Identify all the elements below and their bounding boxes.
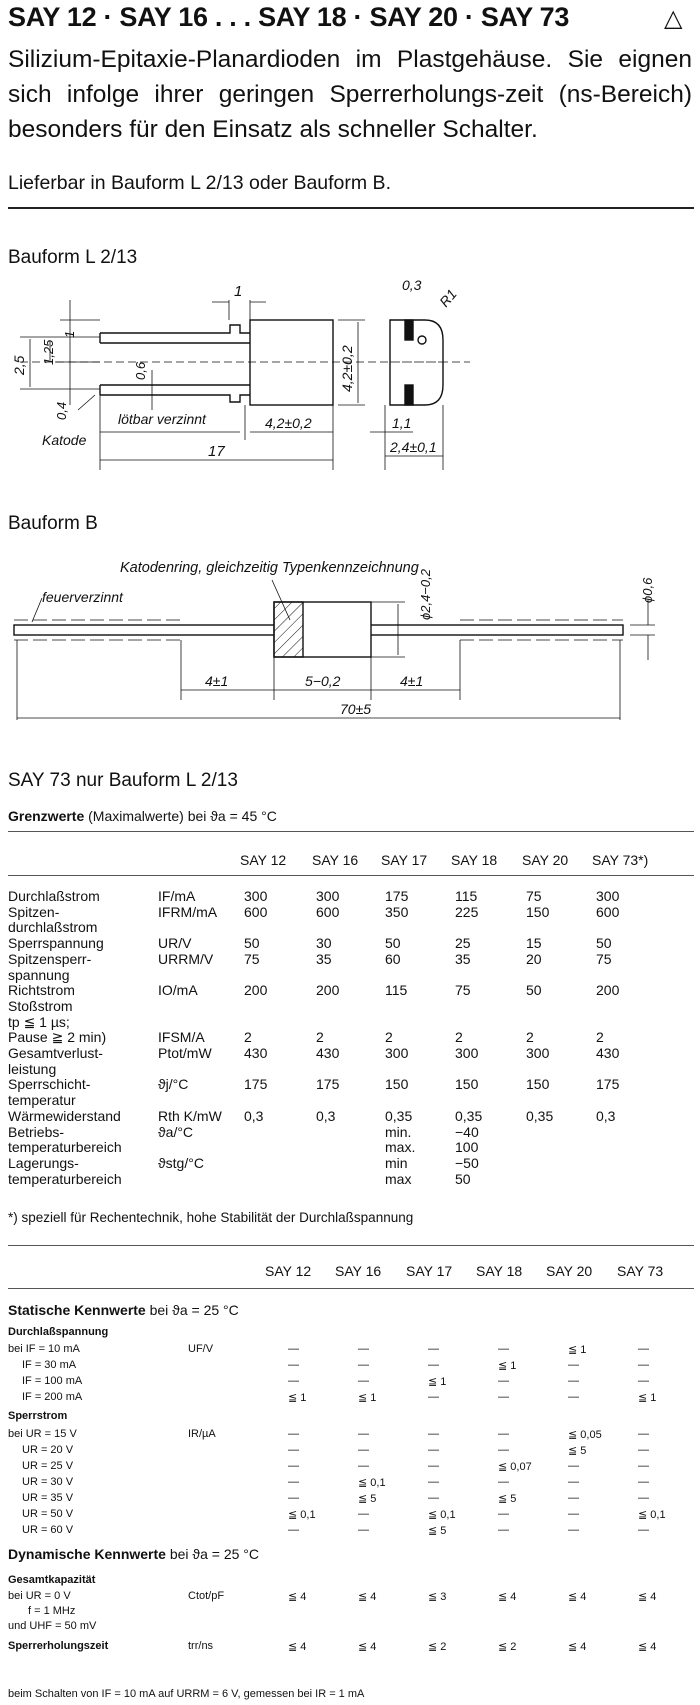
row-symbol: URRM/V — [158, 950, 214, 967]
row-label: UR = 30 V — [22, 1476, 74, 1488]
row-label: Spitzensperr- — [8, 950, 92, 967]
column-header: SAY 18 — [476, 1263, 523, 1279]
bauform-l-drawing — [0, 270, 480, 480]
row-label: Sperrerholungszeit — [8, 1640, 109, 1652]
dim-r1: R1 — [436, 285, 460, 310]
dim-2-4: 2,4±0,1 — [390, 439, 437, 455]
cell-value: 300 — [526, 1045, 550, 1061]
cell-value: ≦ 4 — [358, 1591, 377, 1603]
table-row — [8, 1375, 698, 1391]
column-header: SAY 12 — [240, 852, 287, 868]
table-row — [8, 982, 698, 998]
static-heading-bold: Statische Kennwerte — [8, 1302, 146, 1318]
cell-value: 2 — [526, 1029, 534, 1046]
table-row — [8, 1061, 698, 1077]
row-label: bei UR = 0 V — [8, 1590, 71, 1602]
dim-lead-left: 4±1 — [205, 673, 229, 689]
cell-value: 300 — [385, 1045, 409, 1061]
row-label: Durchlaßspannung — [8, 1326, 109, 1338]
cell-value: ≦ 2 — [428, 1641, 447, 1653]
dynamic-heading — [8, 1546, 259, 1562]
row-label: IF = 200 mA — [22, 1391, 83, 1403]
cell-value: — — [638, 1359, 649, 1371]
cell-value: 300 — [316, 888, 340, 904]
cell-value: 430 — [244, 1045, 268, 1061]
cell-value: — — [638, 1428, 649, 1440]
table-row — [8, 1620, 698, 1636]
row-symbol: Ptot/mW — [158, 1045, 212, 1061]
cell-value: 150 — [526, 1076, 550, 1093]
cell-value: ≦ 5 — [498, 1493, 517, 1505]
cell-value: ≦ 0,1 — [358, 1477, 386, 1489]
cell-value: 2 — [455, 1029, 463, 1046]
cell-value: — — [288, 1428, 299, 1440]
row-label: bei IF = 10 mA — [8, 1343, 80, 1355]
limits-heading-bold: Grenzwerte — [8, 808, 85, 824]
table-row — [8, 1108, 698, 1124]
cell-value: 430 — [316, 1045, 340, 1061]
dim-0-4: 0,4 — [54, 401, 69, 420]
table-row — [8, 1076, 698, 1092]
column-header: SAY 73*) — [592, 852, 649, 868]
row-symbol: Rth K/mW — [158, 1107, 222, 1124]
cell-value: ≦ 4 — [638, 1641, 657, 1653]
cell-value: 115 — [455, 888, 478, 904]
cell-value: — — [638, 1492, 649, 1504]
row-symbol: ϑa/°C — [158, 1123, 194, 1140]
cell-value: — — [568, 1460, 579, 1472]
cell-value: 50 — [455, 1170, 471, 1187]
column-header: SAY 20 — [546, 1263, 593, 1279]
cell-value: ≦ 4 — [498, 1591, 517, 1603]
cell-value: — — [358, 1359, 369, 1371]
cell-value: 50 — [244, 935, 260, 952]
table-row — [8, 935, 698, 951]
cell-value: ≦ 1 — [428, 1376, 447, 1388]
table-row — [8, 1605, 698, 1621]
table-row — [8, 1460, 698, 1476]
dim-height: 4,2±0,2 — [339, 345, 355, 392]
limits-column-headers — [8, 852, 698, 868]
cell-value: 75 — [596, 950, 612, 967]
dim-0-3: 0,3 — [402, 277, 422, 293]
cell-value: — — [638, 1524, 649, 1536]
cell-value: — — [358, 1343, 369, 1355]
row-label: temperatur — [8, 1092, 76, 1109]
table-row — [8, 1171, 698, 1187]
cell-value: 225 — [455, 903, 479, 920]
table-row — [8, 919, 698, 935]
row-label: UR = 25 V — [22, 1460, 74, 1472]
cell-value: — — [358, 1444, 369, 1456]
row-label: temperaturbereich — [8, 1139, 122, 1156]
label-loetbar: lötbar verzinnt — [118, 411, 206, 427]
row-label: UR = 50 V — [22, 1508, 74, 1520]
cell-value: 35 — [455, 950, 471, 967]
cell-value: ≦ 1 — [358, 1392, 377, 1404]
limits-heading — [8, 808, 277, 824]
table-row — [8, 1640, 698, 1656]
cell-value: — — [428, 1391, 439, 1403]
column-header: SAY 12 — [265, 1263, 312, 1279]
cell-value: 0,3 — [244, 1107, 264, 1124]
cell-value: — — [358, 1428, 369, 1440]
cell-value: 600 — [316, 903, 340, 920]
cell-value: — — [568, 1359, 579, 1371]
cell-value: — — [288, 1444, 299, 1456]
table-row — [8, 1124, 698, 1140]
dim-body-diameter: ϕ2,4−0,2 — [418, 569, 433, 620]
table-row — [8, 1014, 698, 1030]
row-label: spannung — [8, 966, 70, 983]
cell-value: ≦ 0,05 — [568, 1429, 602, 1441]
cell-value: 20 — [526, 950, 542, 967]
row-label: UR = 60 V — [22, 1524, 74, 1536]
row-label: Richtstrom — [8, 982, 75, 999]
row-label: durchlaßstrom — [8, 919, 98, 936]
cell-value: ≦ 0,1 — [288, 1509, 316, 1521]
cell-value: ≦ 4 — [288, 1591, 307, 1603]
row-label: und UHF = 50 mV — [8, 1620, 97, 1632]
cell-value: max. — [385, 1139, 416, 1156]
cell-value: ≦ 4 — [568, 1591, 587, 1603]
cell-value: — — [358, 1375, 369, 1387]
cell-value: — — [498, 1391, 509, 1403]
cell-value: — — [498, 1343, 509, 1355]
table-row — [8, 967, 698, 983]
cell-value: — — [428, 1492, 439, 1504]
table-row — [8, 888, 698, 904]
cell-value: — — [498, 1375, 509, 1387]
table-row — [8, 1359, 698, 1375]
cell-value: 0,3 — [316, 1107, 336, 1124]
row-label: Pause ≧ 2 min) — [8, 1029, 107, 1046]
cell-value: 600 — [596, 903, 620, 920]
cell-value: ≦ 2 — [498, 1641, 517, 1653]
cell-value: — — [358, 1460, 369, 1472]
row-label: Spitzen- — [8, 903, 60, 920]
dim-1: 1 — [234, 283, 243, 300]
say73-note: SAY 73 nur Bauform L 2/13 — [8, 770, 238, 791]
cell-value: ≦ 4 — [288, 1641, 307, 1653]
row-symbol: IFSM/A — [158, 1029, 205, 1046]
cell-value: 30 — [316, 935, 332, 952]
dim-total-length: 70±5 — [340, 701, 372, 717]
cell-value: — — [428, 1428, 439, 1440]
column-header: SAY 16 — [335, 1263, 382, 1279]
table-row — [8, 1391, 698, 1407]
cell-value: — — [498, 1524, 509, 1536]
cell-value: −50 — [455, 1154, 479, 1171]
row-label: Sperrspannung — [8, 935, 104, 952]
triangle-symbol-icon: △ — [664, 5, 683, 32]
row-label: IF = 30 mA — [22, 1359, 77, 1371]
row-label: Durchlaßstrom — [8, 888, 100, 904]
cell-value: — — [568, 1391, 579, 1403]
row-symbol: IR/µA — [188, 1428, 216, 1440]
table-row — [8, 1139, 698, 1155]
cell-value: min — [385, 1154, 408, 1171]
cell-value: 15 — [526, 935, 542, 952]
table-row — [8, 1590, 698, 1606]
divider — [8, 875, 694, 876]
cell-value: 300 — [244, 888, 268, 904]
cell-value: — — [568, 1492, 579, 1504]
cell-value: 75 — [455, 982, 471, 999]
cell-value: ≦ 4 — [638, 1591, 657, 1603]
bauform-b-heading: Bauform B — [8, 513, 98, 534]
cell-value: ≦ 0,1 — [638, 1509, 666, 1521]
column-header: SAY 20 — [522, 852, 569, 868]
label-katodenring: Katodenring, gleichzeitig Typenkennzeichnung — [120, 560, 419, 576]
row-symbol: ϑstg/°C — [158, 1154, 204, 1171]
cell-value: 300 — [596, 888, 620, 904]
cell-value: ≦ 1 — [288, 1392, 307, 1404]
dim-1-1: 1,1 — [392, 415, 412, 431]
cell-value: ≦ 3 — [428, 1591, 447, 1603]
cell-value: 50 — [526, 982, 542, 999]
cell-value: 50 — [596, 935, 612, 952]
cell-value: ≦ 5 — [428, 1525, 447, 1537]
cell-value: — — [498, 1428, 509, 1440]
cell-value: — — [638, 1375, 649, 1387]
cell-value: — — [288, 1524, 299, 1536]
cell-value: ≦ 0,07 — [498, 1461, 532, 1473]
cell-value: 150 — [455, 1076, 479, 1093]
dim-2-5: 2,5 — [11, 355, 27, 375]
cell-value: — — [428, 1343, 439, 1355]
cell-value: ≦ 1 — [638, 1392, 657, 1404]
dim-wire-diameter: ϕ0,6 — [640, 577, 655, 603]
divider — [8, 207, 694, 209]
cell-value: — — [638, 1476, 649, 1488]
cell-value: 60 — [385, 950, 401, 967]
row-label: Wärmewiderstand — [8, 1107, 121, 1124]
row-label: Stoßstrom — [8, 997, 73, 1014]
row-label: tp ≦ 1 µs; — [8, 1013, 70, 1030]
cell-value: min. — [385, 1123, 412, 1140]
table-row — [8, 1343, 698, 1359]
cell-value: 350 — [385, 903, 409, 920]
row-label: f = 1 MHz — [28, 1605, 76, 1617]
dynamic-heading-rest: bei ϑa = 25 °C — [165, 1546, 259, 1562]
cell-value: 600 — [244, 903, 268, 920]
cell-value: 35 — [316, 950, 332, 967]
cell-value: — — [288, 1359, 299, 1371]
table-row — [8, 904, 698, 920]
cell-value: 2 — [385, 1029, 393, 1046]
table-row — [8, 1029, 698, 1045]
table-row — [8, 1326, 698, 1342]
cell-value: — — [568, 1508, 579, 1520]
cell-value: 2 — [244, 1029, 252, 1046]
cell-value: — — [428, 1460, 439, 1472]
cell-value: 25 — [455, 935, 471, 952]
row-label: UR = 20 V — [22, 1444, 74, 1456]
cell-value: 2 — [316, 1029, 324, 1046]
cell-value: 175 — [316, 1076, 340, 1093]
row-symbol: UF/V — [188, 1343, 214, 1355]
cell-value: 430 — [596, 1045, 620, 1061]
cell-value: 0,3 — [596, 1107, 616, 1124]
cell-value: — — [358, 1508, 369, 1520]
row-label: bei UR = 15 V — [8, 1428, 77, 1440]
cell-value: — — [498, 1444, 509, 1456]
cell-value: 0,35 — [526, 1107, 554, 1124]
bauform-l-heading: Bauform L 2/13 — [8, 247, 138, 268]
cell-value: — — [638, 1460, 649, 1472]
cell-value: 75 — [526, 888, 542, 904]
table-row — [8, 1092, 698, 1108]
dim-0-6: 0,6 — [133, 361, 148, 380]
row-symbol: IF/mA — [158, 888, 196, 904]
cell-value: max — [385, 1170, 412, 1187]
divider — [8, 831, 694, 832]
dynamic-heading-bold: Dynamische Kennwerte — [8, 1546, 166, 1562]
dim-width: 4,2±0,2 — [265, 415, 312, 431]
cell-value: ≦ 5 — [568, 1445, 587, 1457]
cell-value: ≦ 4 — [568, 1641, 587, 1653]
column-header: SAY 17 — [381, 852, 428, 868]
page-title: SAY 12 · SAY 16 . . . SAY 18 · SAY 20 · SAY 73 — [8, 2, 570, 32]
label-feuerverzinnt: feuerverzinnt — [42, 589, 123, 605]
row-symbol: Ctot/pF — [188, 1590, 225, 1602]
table-row — [8, 1045, 698, 1061]
cell-value: 0,35 — [385, 1107, 413, 1124]
cell-value: — — [638, 1444, 649, 1456]
cell-value: −40 — [455, 1123, 479, 1140]
cell-value: 75 — [244, 950, 260, 967]
cell-value: ≦ 1 — [498, 1360, 517, 1372]
column-header: SAY 73 — [617, 1263, 664, 1279]
row-label: Sperrschicht- — [8, 1076, 91, 1093]
cell-value: ≦ 5 — [358, 1493, 377, 1505]
label-katode: Katode — [42, 432, 87, 448]
row-label: Lagerungs- — [8, 1154, 79, 1171]
cell-value: — — [498, 1508, 509, 1520]
row-symbol: trr/ns — [188, 1640, 214, 1652]
table-row — [8, 1508, 698, 1524]
cell-value: — — [568, 1524, 579, 1536]
characteristics-footnote: beim Schalten von IF = 10 mA auf URRM = 6 V, gemessen bei IR = 1 mA — [8, 1688, 365, 1700]
cell-value: ≦ 1 — [568, 1344, 587, 1356]
cell-value: 300 — [455, 1045, 479, 1061]
table-row — [8, 1524, 698, 1540]
cell-value: 200 — [244, 982, 268, 999]
row-label: Sperrstrom — [8, 1410, 68, 1422]
intro-paragraph: Silizium-Epitaxie-Planardioden im Plastgehäuse. Sie eignen sich infolge ihrer geringen Sperrerholungs-zeit (ns-Bereich) besonders für den Einsatz als schneller Schalter. — [8, 46, 692, 143]
cell-value: — — [428, 1476, 439, 1488]
cell-value: 175 — [596, 1076, 620, 1093]
table-row — [8, 1476, 698, 1492]
column-header: SAY 18 — [451, 852, 498, 868]
row-symbol: UR/V — [158, 935, 192, 952]
row-label: Gesamtkapazität — [8, 1574, 96, 1586]
table-row — [8, 951, 698, 967]
row-label: UR = 35 V — [22, 1492, 74, 1504]
row-label: temperaturbereich — [8, 1170, 122, 1187]
cell-value: 175 — [244, 1076, 268, 1093]
dim-17: 17 — [208, 443, 225, 460]
table-row — [8, 1410, 698, 1426]
column-header: SAY 17 — [406, 1263, 453, 1279]
cell-value: ≦ 0,1 — [428, 1509, 456, 1521]
table-row — [8, 1428, 698, 1444]
row-label: leistung — [8, 1060, 57, 1077]
cell-value: — — [288, 1343, 299, 1355]
cell-value: — — [288, 1375, 299, 1387]
cell-value: — — [288, 1492, 299, 1504]
bauform-b-drawing — [0, 550, 700, 740]
cell-value: ≦ 4 — [358, 1641, 377, 1653]
cell-value: 50 — [385, 935, 401, 952]
cell-value: — — [638, 1343, 649, 1355]
cell-value: 115 — [385, 982, 408, 999]
row-symbol: IO/mA — [158, 982, 198, 999]
cell-value: — — [288, 1476, 299, 1488]
table-row — [8, 998, 698, 1014]
divider — [8, 1245, 694, 1246]
limits-footnote: *) speziell für Rechentechnik, hohe Stabilität der Durchlaßspannung — [8, 1210, 414, 1225]
dim-lead-right: 4±1 — [400, 673, 424, 689]
cell-value: 175 — [385, 888, 409, 904]
availability-note: Lieferbar in Bauform L 2/13 oder Bauform B. — [8, 172, 391, 194]
row-label: Gesamtverlust- — [8, 1045, 103, 1061]
cell-value: 2 — [596, 1029, 604, 1046]
cell-value: — — [428, 1359, 439, 1371]
column-header: SAY 16 — [312, 852, 359, 868]
static-heading-rest: bei ϑa = 25 °C — [145, 1302, 239, 1318]
cell-value: — — [358, 1524, 369, 1536]
cell-value: — — [498, 1476, 509, 1488]
row-symbol: ϑj/°C — [158, 1076, 189, 1093]
dim-body-length: 5−0,2 — [305, 673, 341, 689]
cell-value: — — [568, 1476, 579, 1488]
dim-1-25: 1,25 — [41, 339, 56, 365]
cell-value: — — [568, 1375, 579, 1387]
characteristics-column-headers — [8, 1263, 698, 1279]
cell-value: 200 — [596, 982, 620, 999]
cell-value: 200 — [316, 982, 340, 999]
cell-value: 150 — [385, 1076, 409, 1093]
static-heading — [8, 1302, 239, 1318]
dim-1b: 1 — [62, 330, 77, 338]
cell-value: — — [428, 1444, 439, 1456]
limits-heading-rest: (Maximalwerte) bei ϑa = 45 °C — [84, 808, 277, 824]
table-row — [8, 1574, 698, 1590]
divider — [8, 1288, 694, 1289]
cell-value: 150 — [526, 903, 550, 920]
table-row — [8, 1155, 698, 1171]
table-row — [8, 1492, 698, 1508]
row-symbol: IFRM/mA — [158, 903, 218, 920]
cell-value: 100 — [455, 1139, 479, 1156]
cell-value: — — [288, 1460, 299, 1472]
row-label: Betriebs- — [8, 1123, 65, 1140]
cell-value: 0,35 — [455, 1107, 483, 1124]
row-label: IF = 100 mA — [22, 1375, 83, 1387]
table-row — [8, 1444, 698, 1460]
